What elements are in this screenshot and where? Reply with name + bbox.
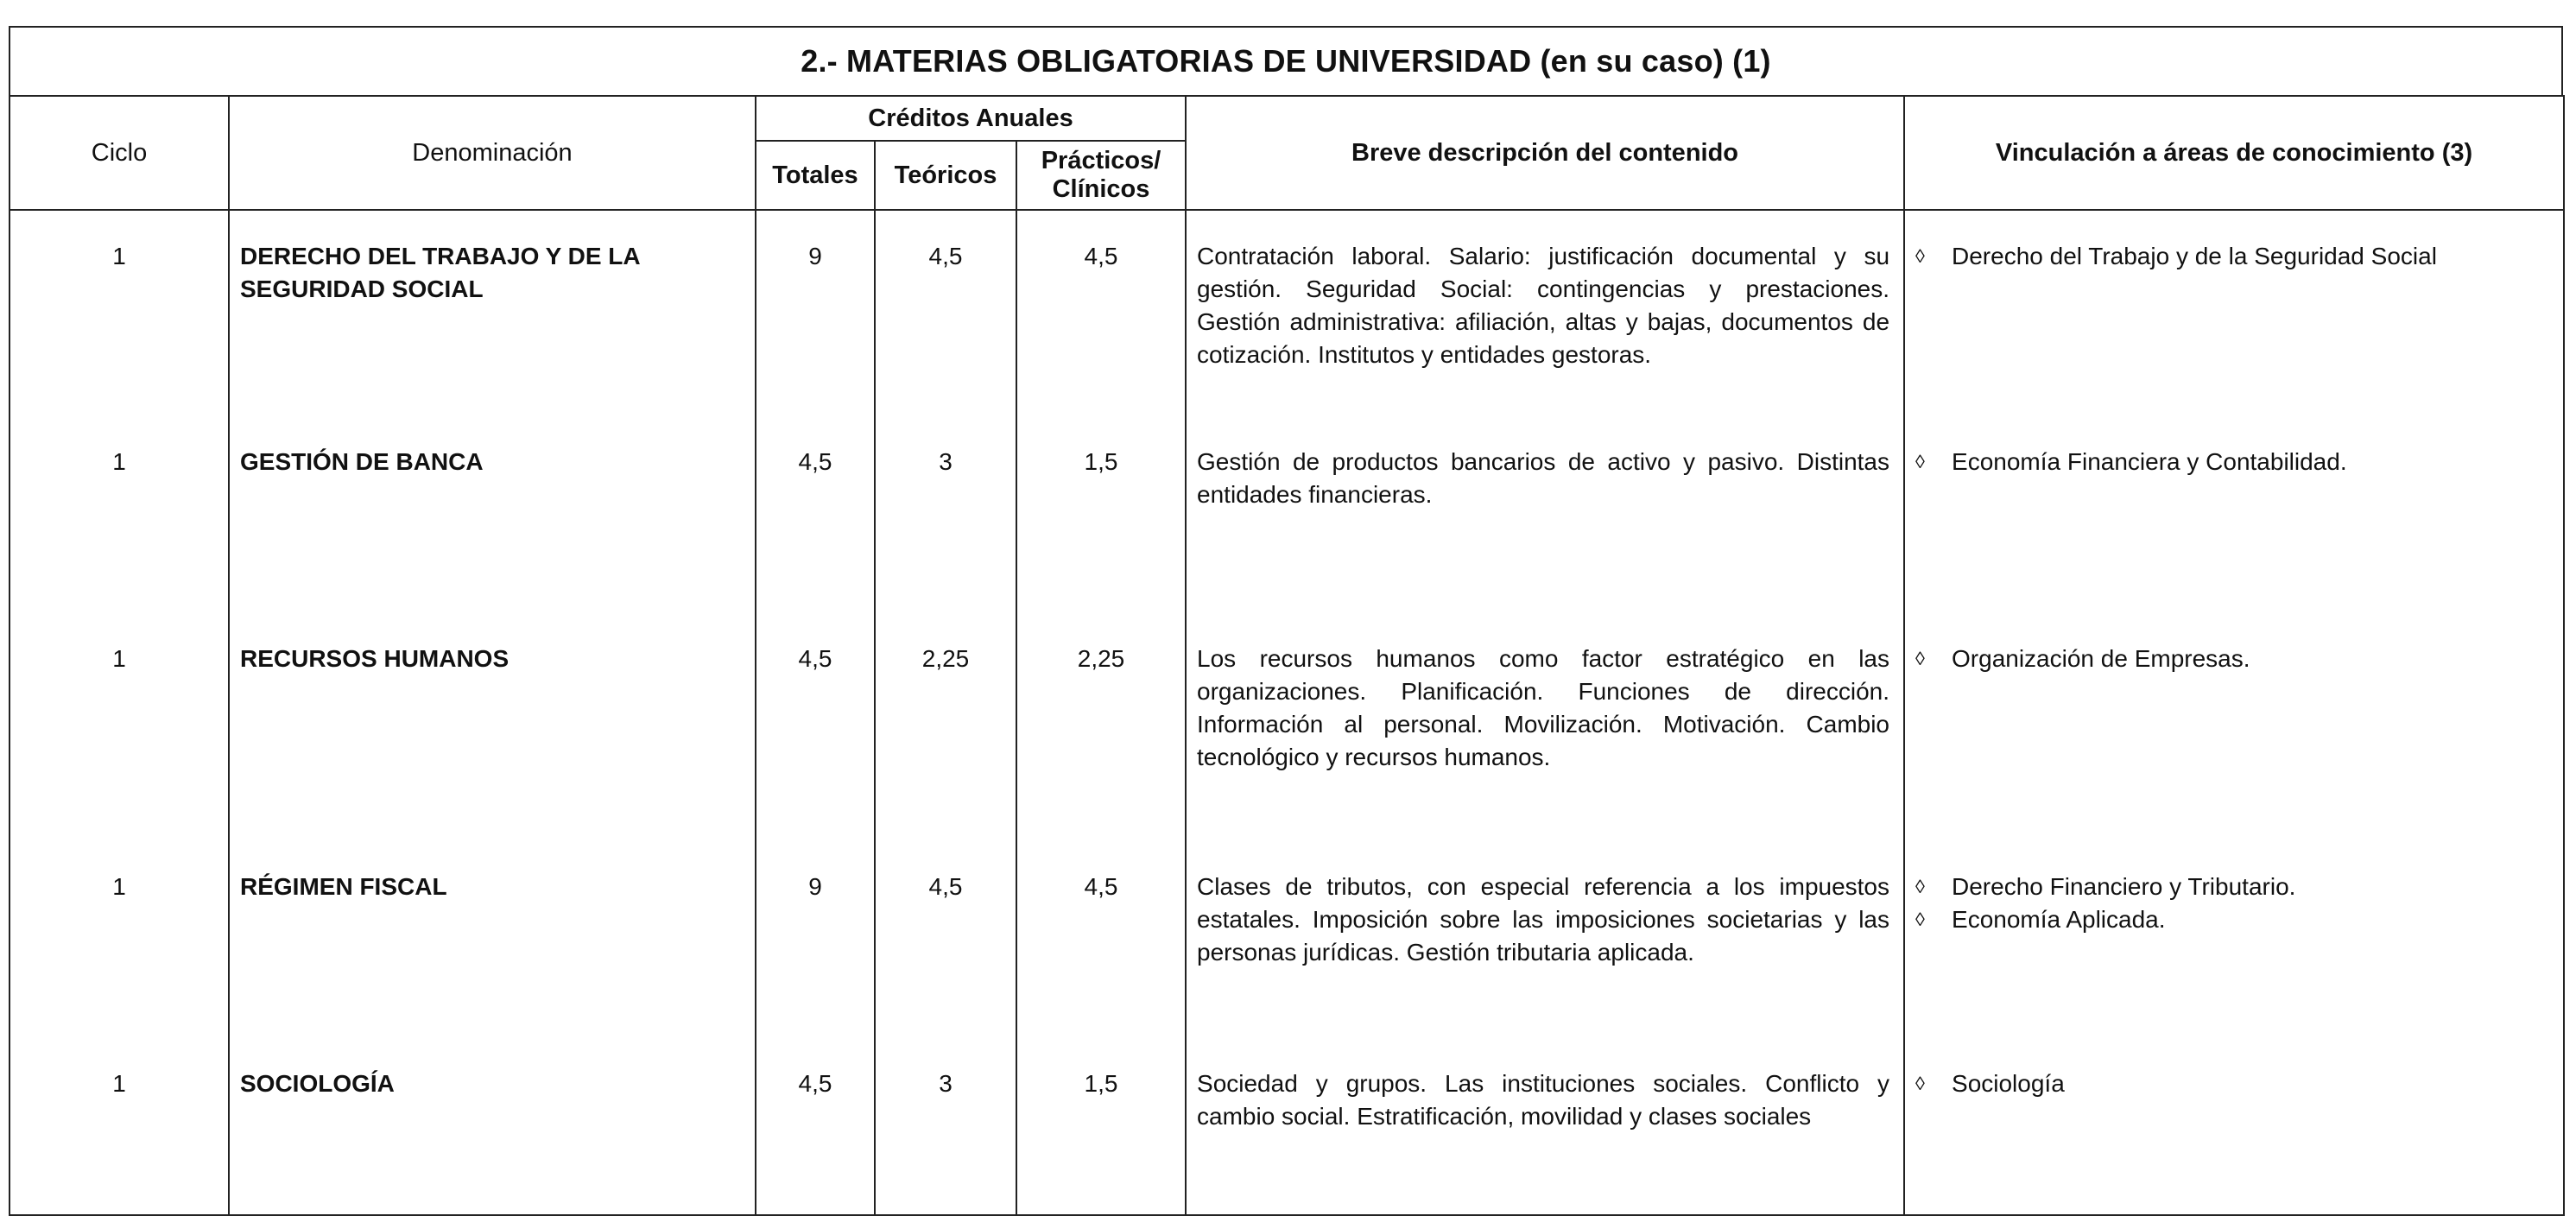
cell-teoricos: 2,25	[875, 610, 1016, 838]
header-practicos: Prácticos/ Clínicos	[1016, 141, 1186, 210]
table-row	[9, 1035, 2564, 1215]
page-title: 2.- MATERIAS OBLIGATORIAS DE UNIVERSIDAD (en su caso) (1)	[9, 26, 2563, 97]
area-label: Economía Financiera y Contabilidad.	[1952, 448, 2347, 475]
cell-denominacion: DERECHO DEL TRABAJO Y DE LA SEGURIDAD SOCIAL	[229, 210, 756, 413]
cell-descripcion: Clases de tributos, con especial referencia a los impuestos estatales. Imposición sobre las imposiciones societarias y las personas jurídicas. Gestión tributaria aplicada.	[1186, 838, 1904, 1035]
cell-areas	[1904, 210, 2564, 413]
table-row	[9, 413, 2564, 610]
cell-descripcion: Los recursos humanos como factor estratégico en las organizaciones. Planificación. Funciones de dirección. Información al personal. Movilización. Motivación. Cambio tecnológico y recursos humanos.	[1186, 610, 1904, 838]
header-denominacion: Denominación	[229, 96, 756, 210]
area-label: Sociología	[1952, 1070, 2065, 1097]
area-item	[1915, 903, 2553, 936]
area-item	[1915, 1067, 2553, 1100]
header-ciclo: Ciclo	[9, 96, 229, 210]
diamond-outline-icon: ◊	[1915, 876, 1925, 897]
area-item	[1915, 871, 2553, 903]
cell-practicos: 4,5	[1016, 210, 1186, 413]
diamond-outline-icon: ◊	[1915, 909, 1925, 930]
table-row	[9, 610, 2564, 838]
cell-denominacion: RECURSOS HUMANOS	[229, 610, 756, 838]
cell-teoricos: 4,5	[875, 838, 1016, 1035]
area-item	[1915, 643, 2553, 675]
cell-areas	[1904, 413, 2564, 610]
cell-teoricos: 3	[875, 413, 1016, 610]
cell-ciclo: 1	[9, 610, 229, 838]
area-label: Economía Aplicada.	[1952, 906, 2166, 933]
cell-totales: 4,5	[756, 1035, 875, 1215]
cell-denominacion: SOCIOLOGÍA	[229, 1035, 756, 1215]
cell-areas	[1904, 838, 2564, 1035]
area-label: Derecho Financiero y Tributario.	[1952, 873, 2296, 900]
cell-practicos: 4,5	[1016, 838, 1186, 1035]
cell-ciclo: 1	[9, 210, 229, 413]
diamond-outline-icon: ◊	[1915, 648, 1925, 669]
document-frame	[9, 26, 2565, 1130]
cell-areas	[1904, 610, 2564, 838]
cell-practicos: 2,25	[1016, 610, 1186, 838]
cell-denominacion: RÉGIMEN FISCAL	[229, 838, 756, 1035]
cell-teoricos: 4,5	[875, 210, 1016, 413]
diamond-outline-icon: ◊	[1915, 1073, 1925, 1094]
area-label: Derecho del Trabajo y de la Seguridad Social	[1952, 243, 2437, 269]
header-descripcion: Breve descripción del contenido	[1186, 96, 1904, 210]
cell-descripcion: Gestión de productos bancarios de activo y pasivo. Distintas entidades financieras.	[1186, 413, 1904, 610]
cell-ciclo: 1	[9, 413, 229, 610]
cell-totales: 4,5	[756, 610, 875, 838]
cell-descripcion: Sociedad y grupos. Las instituciones sociales. Conflicto y cambio social. Estratificación, movilidad y clases sociales	[1186, 1035, 1904, 1215]
header-totales: Totales	[756, 141, 875, 210]
area-label: Organización de Empresas.	[1952, 645, 2250, 672]
cell-totales: 9	[756, 838, 875, 1035]
cell-totales: 4,5	[756, 413, 875, 610]
subjects-table	[9, 95, 2565, 1216]
area-item	[1915, 240, 2553, 273]
cell-areas	[1904, 1035, 2564, 1215]
diamond-outline-icon: ◊	[1915, 245, 1925, 267]
table-row	[9, 210, 2564, 413]
header-creditos-anuales: Créditos Anuales	[756, 96, 1186, 141]
cell-descripcion: Contratación laboral. Salario: justificación documental y su gestión. Seguridad Social: contingencias y prestaciones. Gestión administrativa: afiliación, altas y bajas, documentos de cotización. Institutos y entidades gestoras.	[1186, 210, 1904, 413]
area-item	[1915, 446, 2553, 478]
cell-totales: 9	[756, 210, 875, 413]
cell-practicos: 1,5	[1016, 1035, 1186, 1215]
cell-ciclo: 1	[9, 838, 229, 1035]
cell-ciclo: 1	[9, 1035, 229, 1215]
table-row	[9, 838, 2564, 1035]
cell-denominacion: GESTIÓN DE BANCA	[229, 413, 756, 610]
diamond-outline-icon: ◊	[1915, 451, 1925, 472]
header-vinculacion: Vinculación a áreas de conocimiento (3)	[1904, 96, 2564, 210]
cell-teoricos: 3	[875, 1035, 1016, 1215]
header-teoricos: Teóricos	[875, 141, 1016, 210]
cell-practicos: 1,5	[1016, 413, 1186, 610]
